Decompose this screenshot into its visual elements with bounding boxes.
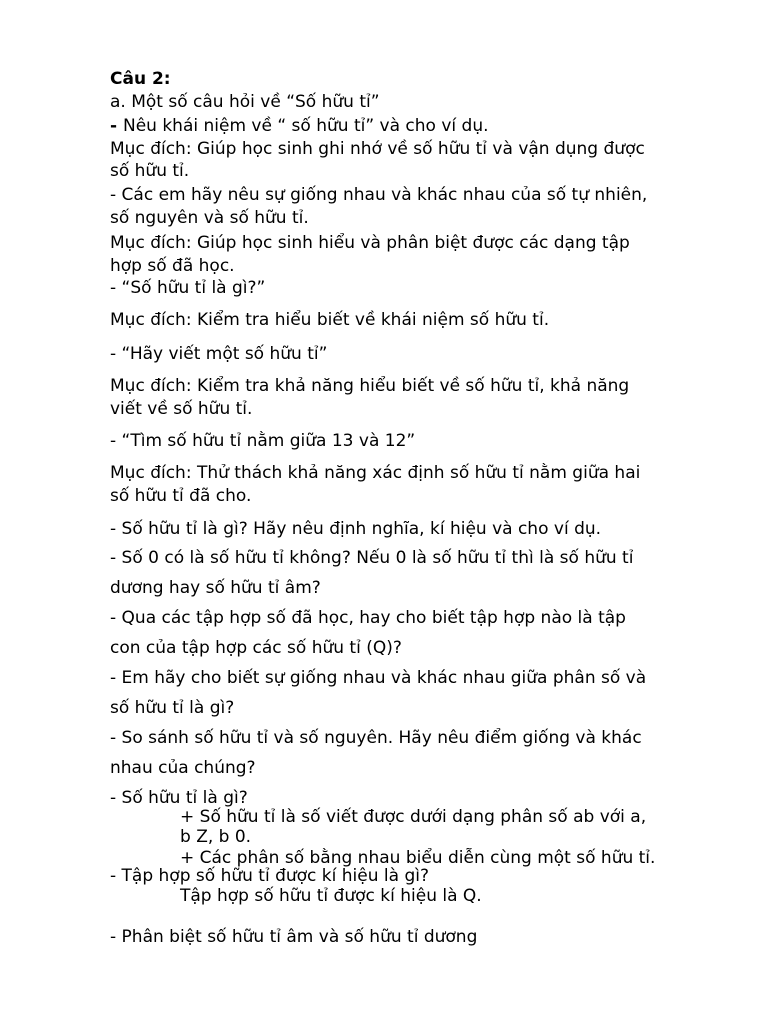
text-line: - “Hãy viết một số hữu tỉ” (110, 344, 328, 364)
text-line: số hữu tỉ. (110, 161, 190, 181)
text-line: - Em hãy cho biết sự giống nhau và khác nhau giữa phân số và (110, 668, 647, 688)
text-line: Mục đích: Giúp học sinh ghi nhớ về số hữu tỉ và vận dụng được (110, 139, 645, 159)
text-line: - Nêu khái niệm về “ số hữu tỉ” và cho ví dụ. (110, 116, 489, 136)
question-heading: Câu 2: (110, 69, 171, 89)
text-line-indented: + Số hữu tỉ là số viết được dưới dạng phân số ab với a, (180, 807, 647, 827)
text-line: số hữu tỉ đã cho. (110, 486, 252, 506)
text-line: dương hay số hữu tỉ âm? (110, 578, 321, 598)
text-line: Mục đích: Kiểm tra hiểu biết về khái niệm số hữu tỉ. (110, 310, 550, 330)
text-line: - Số 0 có là số hữu tỉ không? Nếu 0 là số hữu tỉ thì là số hữu tỉ (110, 548, 634, 568)
text-line: nhau của chúng? (110, 758, 256, 778)
text-line: con của tập hợp các số hữu tỉ (Q)? (110, 638, 402, 658)
text-line: viết về số hữu tỉ. (110, 399, 253, 419)
text-line: - Tập hợp số hữu tỉ được kí hiệu là gì? (110, 866, 429, 886)
text-line: số hữu tỉ là gì? (110, 698, 235, 718)
text-line: hợp số đã học. (110, 256, 235, 276)
text-line: - Các em hãy nêu sự giống nhau và khác nhau của số tự nhiên, (110, 185, 648, 205)
text-line: Mục đích: Thử thách khả năng xác định số hữu tỉ nằm giữa hai (110, 463, 641, 483)
text-line: - So sánh số hữu tỉ và số nguyên. Hãy nêu điểm giống và khác (110, 728, 642, 748)
text-line-indented: Tập hợp số hữu tỉ được kí hiệu là Q. (180, 886, 482, 906)
text-line: - “Tìm số hữu tỉ nằm giữa 13 và 12” (110, 431, 416, 451)
text-line-content: Nêu khái niệm về “ số hữu tỉ” và cho ví dụ. (122, 116, 489, 136)
text-line: số nguyên và số hữu tỉ. (110, 208, 309, 228)
text-line: - Số hữu tỉ là gì? Hãy nêu định nghĩa, kí hiệu và cho ví dụ. (110, 519, 602, 539)
text-line: Mục đích: Giúp học sinh hiểu và phân biệt được các dạng tập (110, 233, 630, 253)
text-line: Mục đích: Kiểm tra khả năng hiểu biết về số hữu tỉ, khả năng (110, 376, 630, 396)
text-line: - “Số hữu tỉ là gì?” (110, 278, 266, 298)
text-line-indented: b Z, b 0. (180, 827, 252, 847)
text-line: - Phân biệt số hữu tỉ âm và số hữu tỉ dương (110, 927, 478, 947)
text-line: - Số hữu tỉ là gì? (110, 788, 248, 808)
text-line: - Qua các tập hợp số đã học, hay cho biết tập hợp nào là tập (110, 608, 626, 628)
section-subtitle: a. Một số câu hỏi về “Số hữu tỉ” (110, 92, 380, 112)
text-line-indented: + Các phân số bằng nhau biểu diễn cùng một số hữu tỉ. (180, 848, 656, 868)
